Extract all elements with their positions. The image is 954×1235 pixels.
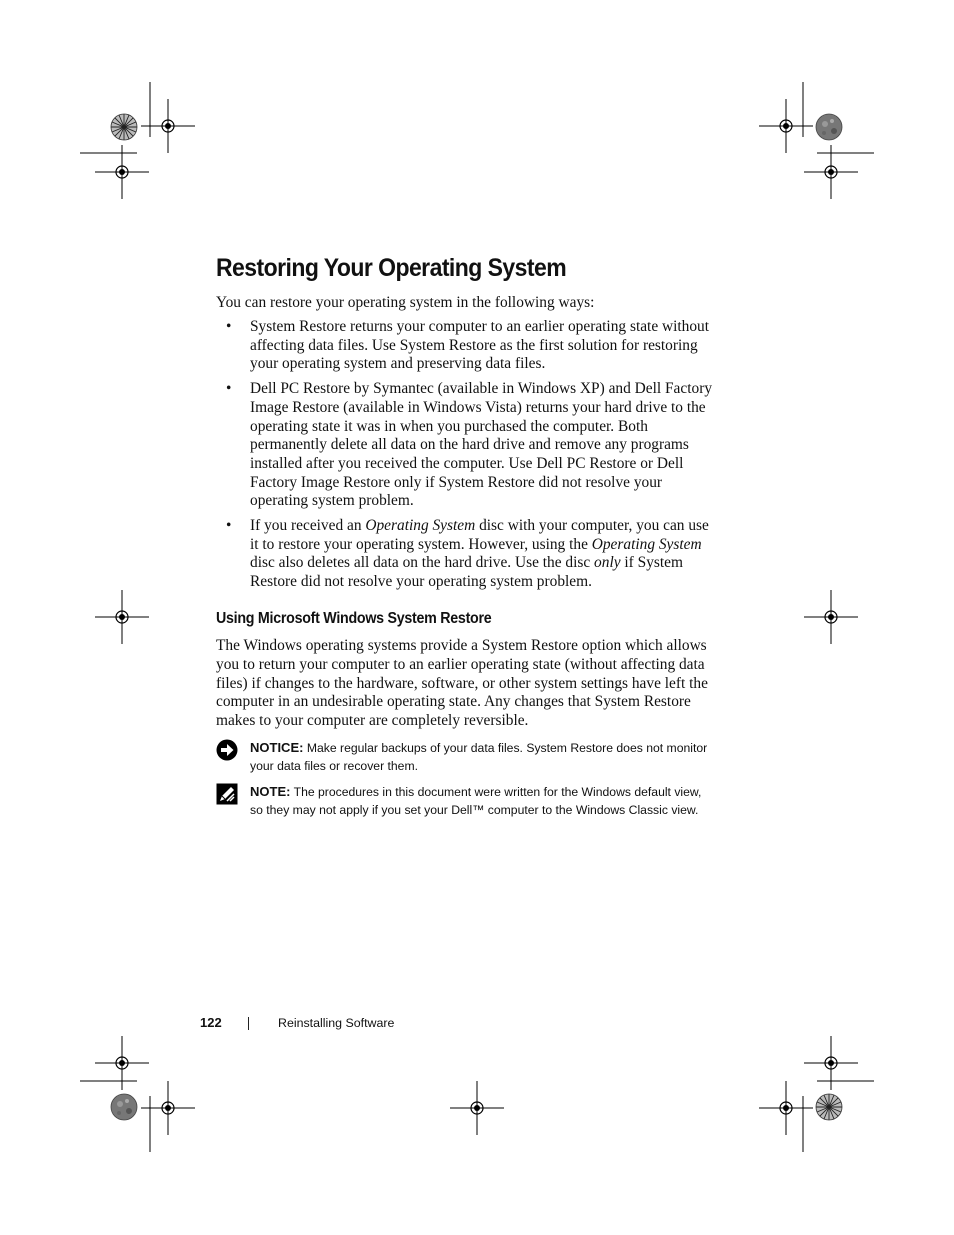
list-item [216, 380, 716, 511]
emphasis-text: only [594, 554, 621, 572]
section-paragraph: The Windows operating systems provide a System Restore option which allows you to return your computer to an earlier operating state (without affecting data files) if changes to the hardware, software, or other system settings have left the computer in an undesirable operating state. Any changes that System Restore makes to your computer are completely reversible. [216, 637, 708, 730]
page-title: Restoring Your Operating System [216, 254, 567, 282]
note-text: The procedures in this document were written for the Windows default view, so they may not apply if you set your Dell™ computer to the Windows Classic view. [250, 785, 702, 817]
notice-callout [216, 739, 716, 775]
list-item-text: If you received an Operating System disc with your computer, you can use it to restore your operating system. However, using the Operating System disc also deletes all data on the hard drive. Use the disc only if System Restore did not resolve your operating system problem. [250, 517, 709, 591]
notice-text: Make regular backups of your data files. System Restore does not monitor your data files or recover them. [250, 741, 708, 773]
intro-text: You can restore your operating system in the following ways: [216, 294, 595, 311]
note-callout [216, 783, 716, 819]
list-item [216, 318, 716, 374]
section-heading: Using Microsoft Windows System Restore [216, 610, 492, 627]
bullet-icon: • [226, 517, 232, 535]
footer-section-name: Reinstalling Software [278, 1016, 395, 1030]
notice-arrow-icon [216, 739, 238, 761]
bullet-icon: • [226, 380, 232, 398]
note-pencil-icon [216, 783, 238, 805]
restore-options-list [216, 318, 716, 598]
emphasis-text: Operating System [365, 517, 476, 535]
bullet-icon: • [226, 318, 232, 335]
list-item-text: System Restore returns your computer to an earlier operating state without affecting data files. Use System Restore as the first solution for restoring your operating system and preserving data files. [250, 318, 710, 373]
note-label: NOTE: [250, 784, 291, 799]
list-item-text: Dell PC Restore by Symantec (available in Windows XP) and Dell Factory Image Restore (available in Windows Vista) returns your hard drive to the operating state it was in when you purchased the computer. Both permanently delete all data on the hard drive and remove any programs installed after you received the computer. Use Dell PC Restore or Dell Factory Image Restore only if System Restore did not resolve your operating system problem. [250, 380, 713, 510]
page-number: 122 [200, 1015, 222, 1030]
list-item [216, 517, 716, 592]
footer-divider [248, 1017, 249, 1030]
notice-label: NOTICE: [250, 740, 304, 755]
emphasis-text: Operating System [591, 535, 702, 553]
